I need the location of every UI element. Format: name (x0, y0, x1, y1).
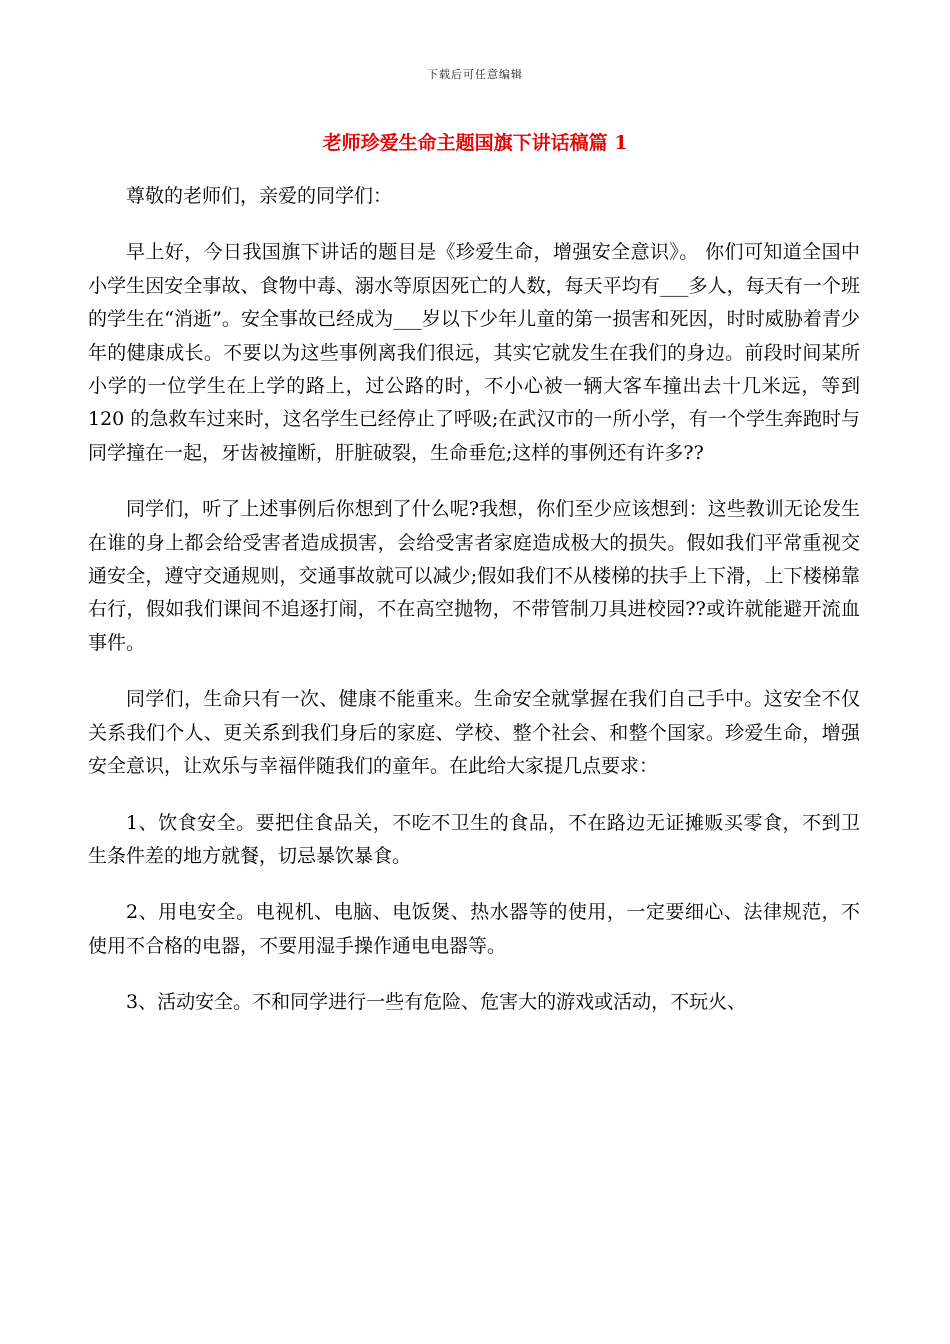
document-body (88, 180, 860, 1043)
paragraph-intro: 早上好，今日我国旗下讲话的题目是《珍爱生命，增强安全意识》。 你们可知道全国中小学生因安全事故、食物中毒、溺水等原因死亡的人数，每天平均有___多人，每天有一个班的学生在“消逝”。安全事故已经成为___岁以下少年儿童的第一损害和死因，时时威胁着青少年的健康成长。不要以为这些事例离我们很远，其实它就发生在我们的身边。前段时间某所小学的一位学生在上学的路上，过公路的时，不小心被一辆大客车撞出去十几米远，等到 120 的急救车过来时，这名学生已经停止了呼吸;在武汉市的一所小学，有一个学生奔跑时与同学撞在一起，牙齿被撞断，肝脏破裂，生命垂危;这样的事例还有许多?? (88, 241, 860, 464)
page-title: 老师珍爱生命主题国旗下讲话稿篇 1 (322, 132, 628, 154)
paragraph-reflection: 同学们，听了上述事例后你想到了什么呢?我想，你们至少应该想到：这些教训无论发生在谁的身上都会给受害者造成损害，会给受害者家庭造成极大的损失。假如我们平常重视交通安全，遵守交通规则，交通事故就可以减少;假如我们不从楼梯的扶手上下滑，上下楼梯靠右行，假如我们课间不追逐打闹，不在高空抛物，不带管制刀具进校园??或许就能避开流血事件。 (88, 498, 860, 654)
paragraph-item-1: 1、饮食安全。要把住食品关，不吃不卫生的食品，不在路边无证摊贩买零食，不到卫生条件差的地方就餐，切忌暴饮暴食。 (88, 811, 860, 867)
paragraph-item-2: 2、用电安全。电视机、电脑、电饭煲、热水器等的使用，一定要细心、法律规范，不使用不合格的电器，不要用湿手操作通电电器等。 (88, 901, 860, 957)
header-note: 下载后可任意编辑 (427, 68, 523, 81)
paragraph-item-3: 3、活动安全。不和同学进行一些有危险、危害大的游戏或活动，不玩火、 (126, 991, 747, 1014)
greeting-paragraph: 尊敬的老师们，亲爱的同学们： (126, 185, 393, 207)
paragraph-appeal: 同学们，生命只有一次、健康不能重来。生命安全就掌握在我们自己手中。这安全不仅关系我们个人、更关系到我们身后的家庭、学校、整个社会、和整个国家。珍爱生命，增强安全意识，让欢乐与幸福伴随我们的童年。在此给大家提几点要求： (88, 688, 860, 778)
